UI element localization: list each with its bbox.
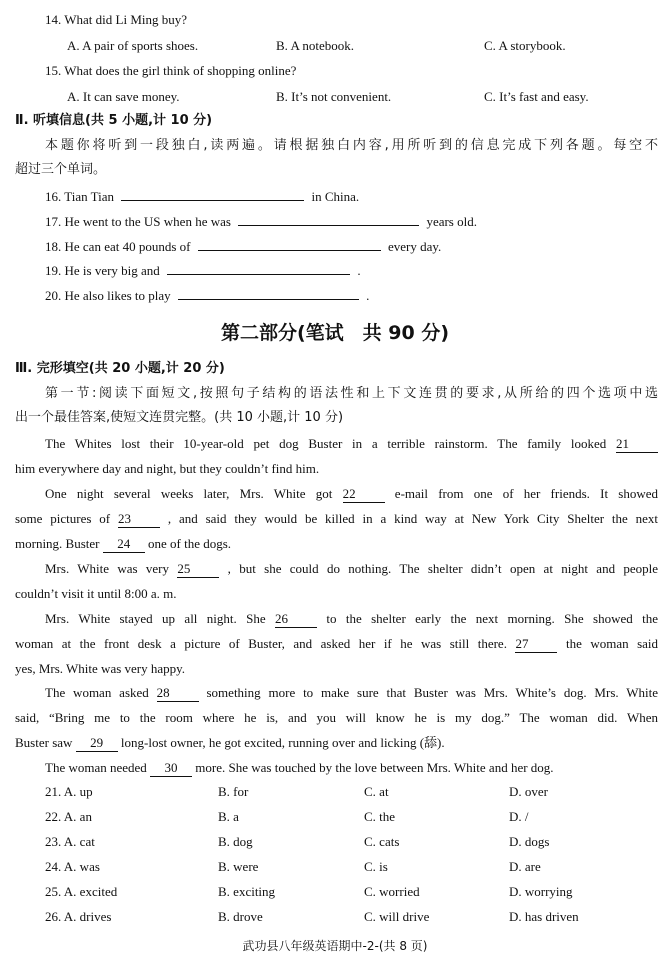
option-a: A. was (63, 859, 100, 874)
question-stem: What does the girl think of shopping online? (64, 63, 297, 78)
passage-line: said, “Bring me to the room where he is, and you will know he is my dog.” The woman did. When (15, 710, 658, 725)
question-14 (45, 12, 187, 28)
passage-line: Mrs. White stayed up all night. She 26 to the shelter early the next morning. She showed the (45, 611, 659, 626)
blank-26[interactable]: 26 (275, 611, 317, 628)
question-15 (45, 63, 296, 79)
passage-line: The woman asked 28 something more to make sure that Buster was Mrs. White’s dog. Mrs. White (45, 685, 659, 700)
blank-22[interactable]: 22 (343, 486, 385, 503)
question-number: 15. (45, 63, 62, 78)
passage-line: morning. Buster 24 one of the dogs. (15, 536, 232, 551)
option-d: D. / (509, 809, 529, 824)
answer-blank[interactable] (198, 238, 381, 251)
option-b: B. drove (218, 909, 263, 924)
fill-item: 20. He also likes to play . (45, 288, 370, 303)
passage-line: Mrs. White was very 25 , but she could do nothing. The shelter didn’t open at night and people (45, 561, 659, 576)
instruction-text: 第一节:阅读下面短文,按照句子结构的语法性和上下文连贯的要求,从所给的四个选项中选 (45, 386, 658, 401)
answer-blank[interactable] (178, 287, 359, 300)
passage-line: him everywhere day and night, but they couldn’t find him. (15, 461, 320, 476)
option-b: B. exciting (218, 884, 276, 899)
option-a: A. drives (63, 909, 112, 924)
passage-line: some pictures of 23 , and said they would be killed in a kind way at New York City Shelter the next (15, 511, 659, 526)
blank-23[interactable]: 23 (118, 511, 160, 528)
option-a: A. cat (63, 834, 95, 849)
page-footer: 武功县八年级英语期中-2-(共 8 页) (242, 939, 428, 953)
option-a: A. excited (63, 884, 118, 899)
passage-line: yes, Mrs. White was very happy. (15, 661, 186, 676)
option-b: B. It’s not convenient. (276, 89, 392, 104)
question-stem: What did Li Ming buy? (64, 12, 188, 27)
option-a: A. It can save money. (67, 89, 180, 104)
option-d: D. has driven (509, 909, 579, 924)
section-title: Ⅱ. 听填信息(共 5 小题,计 10 分) (15, 113, 213, 128)
option-c: C. is (364, 859, 388, 874)
fill-item: 17. He went to the US when he was years old. (45, 214, 477, 229)
answer-blank[interactable] (167, 262, 350, 275)
section-title: Ⅲ. 完形填空(共 20 小题,计 20 分) (15, 361, 225, 376)
option-c: C. will drive (364, 909, 430, 924)
blank-24[interactable]: 24 (103, 536, 145, 553)
option-c: C. the (364, 809, 396, 824)
passage-line: One night several weeks later, Mrs. White got 22 e-mail from one of her friends. It showed (45, 486, 658, 501)
blank-28[interactable]: 28 (157, 685, 199, 702)
option-b: B. A notebook. (276, 38, 355, 53)
option-a: A. A pair of sports shoes. (67, 38, 199, 53)
blank-30[interactable]: 30 (150, 760, 192, 777)
instruction-text: 本题你将听到一段独白,读两遍。请根据独白内容,用所听到的信息完成下列各题。每空不 (45, 138, 658, 153)
option-c: C. at (364, 784, 389, 799)
option-c: C. It’s fast and easy. (484, 89, 589, 104)
passage-line: couldn’t visit it until 8:00 a. m. (15, 586, 177, 601)
option-c: C. worried (364, 884, 420, 899)
passage-line: woman at the front desk a picture of Buster, and asked her if he was still there. 27 the woman said (15, 636, 659, 651)
option-b: B. were (218, 859, 259, 874)
blank-29[interactable]: 29 (76, 735, 118, 752)
option-a: A. an (63, 809, 92, 824)
exam-page: 14. What did Li Ming buy? A. A pair of sports shoes. B. A notebook. C. A storybook. 15. What does the girl think of shopping online? A. It can save money. B. It’s not convenient. C. It’s fast and easy. Ⅱ. 听填信息(共 5 小题,计 10 分) 本题你将听到一段独白,读两遍。请根据独白内容,用所听到的信息完成下列各题。每空不 超过三个单词。 16. Tian Tian in China. 17. He went to the US when he was years old. 18. He can eat 40 pounds of every day. 19. He is very big and . 20. He also likes to play . 第二部分(笔试 共 90 分) Ⅲ. 完形填空(共 20 小题,计 20 分) 第一节:阅读下面短文,按照句子结构的语法性和上下文连贯的要求,从所给的四个选项中选 出一个最佳答案,使短文连贯完整。(共 10 小题,计 10 分) The Whites lost their 10-year-old pet dog Buster in a terrible rainstorm. The family looked 21 him everywhere day and night, but they couldn’t find him. One night several weeks later, Mrs. White got 22 e-mail from one of her friends. It showed some pictures of 23 , and said they would be killed in a kind way at New York City Shelter the next morning. Buster 24 one of the dogs. Mrs. White was very 25 , but she could do nothing. The shelter didn’t open at night and people couldn’t visit it until 8:00 a. m. Mrs. White stayed up all night. She 26 to the shelter early the next morning. She showed the woman at the front desk a picture of Buster, and asked her if he was still there. 27 the woman said yes, Mrs. White was very happy. The woman asked 28 something more to make sure that Buster was Mrs. White’s dog. Mrs. White said, “Bring me to the room where he is, and you will know he is my dog.” The woman did. When Buster saw 29 long-lost owner, he got excited, running over and licking (舔). The woman needed 30 more. She was touched by the love between Mrs. White and her dog. 21. A. up B. for C. at D. over 22. A. an B. a C. the D. / 23. A. cat B. dog C. cats D. dogs 24. A. was B. were C. is D. are 25. A. excited B. exciting C. worried D. worrying 26. A. drives B. drove C. will drive D. has driven 武功县八年级英语期中-2-(共 8 页) (0, 0, 670, 966)
fill-item: 19. He is very big and . (45, 263, 361, 278)
option-c: C. cats (364, 834, 400, 849)
blank-27[interactable]: 27 (515, 636, 557, 653)
option-d: D. dogs (509, 834, 550, 849)
option-d: D. worrying (509, 884, 573, 899)
passage-line: The woman needed 30 more. She was touched by the love between Mrs. White and her dog. (45, 760, 554, 775)
option-b: B. for (218, 784, 249, 799)
option-c: C. A storybook. (484, 38, 566, 53)
answer-blank[interactable] (238, 213, 419, 226)
fill-item: 16. Tian Tian in China. (45, 189, 360, 204)
blank-25[interactable]: 25 (177, 561, 219, 578)
question-number: 14. (45, 12, 62, 27)
part-title: 第二部分(笔试 共 90 分) (220, 322, 450, 344)
passage-line: Buster saw 29 long-lost owner, he got excited, running over and licking (舔). (15, 735, 445, 750)
option-d: D. over (509, 784, 548, 799)
instruction-text: 出一个最佳答案,使短文连贯完整。(共 10 小题,计 10 分) (15, 410, 344, 425)
instruction-text: 超过三个单词。 (15, 162, 107, 177)
fill-item: 18. He can eat 40 pounds of every day. (45, 239, 442, 254)
option-a: A. up (63, 784, 93, 799)
answer-blank[interactable] (121, 188, 304, 201)
blank-21[interactable]: 21 (616, 436, 658, 453)
option-b: B. a (218, 809, 239, 824)
option-d: D. are (509, 859, 541, 874)
option-b: B. dog (218, 834, 253, 849)
passage-line: The Whites lost their 10-year-old pet dog Buster in a terrible rainstorm. The family looked 21 (45, 436, 658, 453)
